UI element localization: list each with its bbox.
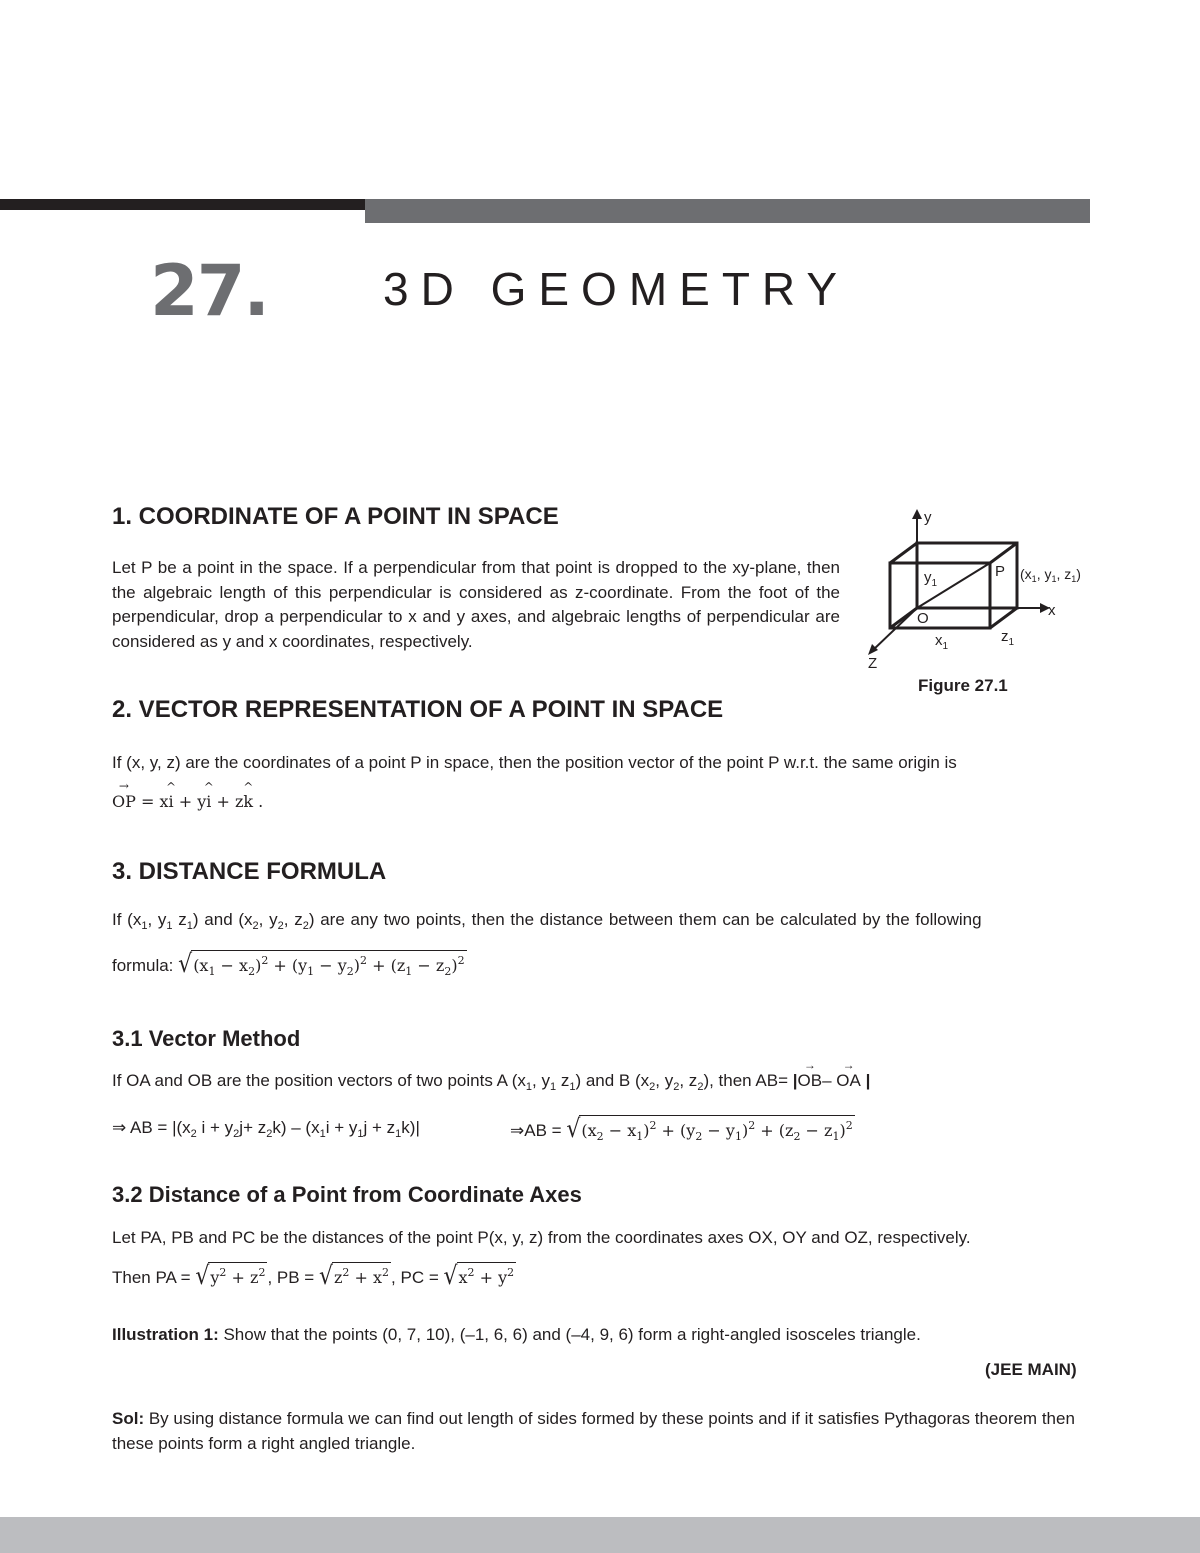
section-2-heading: 2. VECTOR REPRESENTATION OF A POINT IN SPACE [112, 696, 724, 723]
position-vector-equation: → OP = x^ i + y^ i + z^ k . [112, 792, 263, 811]
section-3-1-heading: 3.1 Vector Method [112, 1026, 301, 1051]
fig-label-o: O [917, 610, 929, 627]
fig-label-z1: $z_1$ [1001, 628, 1015, 648]
section-1-body: Let P be a point in the space. If a perpendicular from that point is dropped to the xy-plane, then the algebraic length of this perpendicular is considered as z-coordinate. From the foot of the perpendicular, drop a perpendicular to x and y axes, and algebraic lengths of perpendicular are considered as y and x coordinates, respectively. [112, 558, 840, 651]
fig-label-point-coords: ($x_1$, $y_1$, $z_1$) [1020, 566, 1081, 584]
fig-label-z: Z [868, 655, 878, 672]
vector-difference-line: ⇒ AB = $|(x_2$ $i + y_2j+ z_2k) - (x_1i + y_1j + z_1k)|$ [112, 1118, 420, 1140]
section-1-heading: 1. COORDINATE OF A POINT IN SPACE [112, 503, 559, 530]
distance-intro-line: If ($x_1$, $y_1$ $z_1$) and ($x_2$, $y_2$, $z_2$) are any two points, then the distance between them can be calculated by the following [112, 910, 982, 932]
figure-caption: Figure 27.1 [918, 676, 1008, 695]
fig-label-x1: $x_1$ [935, 632, 949, 652]
fig-label-p: P [995, 563, 1006, 580]
header-grey-bar [365, 199, 1090, 223]
header-dark-bar [0, 199, 365, 210]
chapter-title: 3D GEOMETRY [383, 263, 849, 315]
fig-label-x: x [1048, 602, 1056, 619]
fig-label-y: y [924, 509, 932, 526]
exam-tag: (JEE MAIN) [985, 1360, 1077, 1379]
ab-magnitude-formula: ⇒AB = $√(x_2 - x_1)^2 + (y_2 - y_1)^2 + (z_2 - z_1)^2$ [510, 1115, 855, 1147]
axes-distance-formulas: Then PA = $√y^2 + z^2$ , PB = $√z^2 + x^2$ , PC = $√x^2 + y^2$ [112, 1262, 515, 1291]
axes-distance-line: Let PA, PB and PC be the distances of the point P(x, y, z) from the coordinates axes OX, OY and OZ, respectively. [112, 1228, 971, 1247]
section-2-body: If (x, y, z) are the coordinates of a point P in space, then the position vector of the point P w.r.t. the same origin is [112, 753, 957, 772]
y-axis-arrow-icon [912, 509, 922, 519]
footer-bar [0, 1517, 1200, 1553]
coordinate-cube-figure [862, 505, 1102, 705]
solution-text: Sol: By using distance formula we can find out length of sides formed by these points and if it satisfies Pythagoras theorem then these points form a right angled triangle. [112, 1409, 1075, 1453]
fig-label-y1: $y_1$ [924, 569, 938, 589]
section-3-2-heading: 3.2 Distance of a Point from Coordinate Axes [112, 1182, 582, 1207]
chapter-number: 27. [150, 250, 269, 332]
section-3-heading: 3. DISTANCE FORMULA [112, 858, 387, 885]
illustration-1: Illustration 1: Show that the points (0, 7, 10), (–1, 6, 6) and (–4, 9, 6) form a right-angled isosceles triangle. [112, 1325, 921, 1344]
distance-formula-line: formula: $√(x_1 - x_2)^2 + (y_1 - y_2)^2 + (z_1 - z_2)^2$ [112, 950, 467, 982]
vector-method-line: If OA and OB are the position vectors of two points A ($x_1$, $y_1$ $z_1$) and B ($x_2$, $y_2$, $z_2$), then AB= |→ OB– → OA | [112, 1071, 870, 1093]
